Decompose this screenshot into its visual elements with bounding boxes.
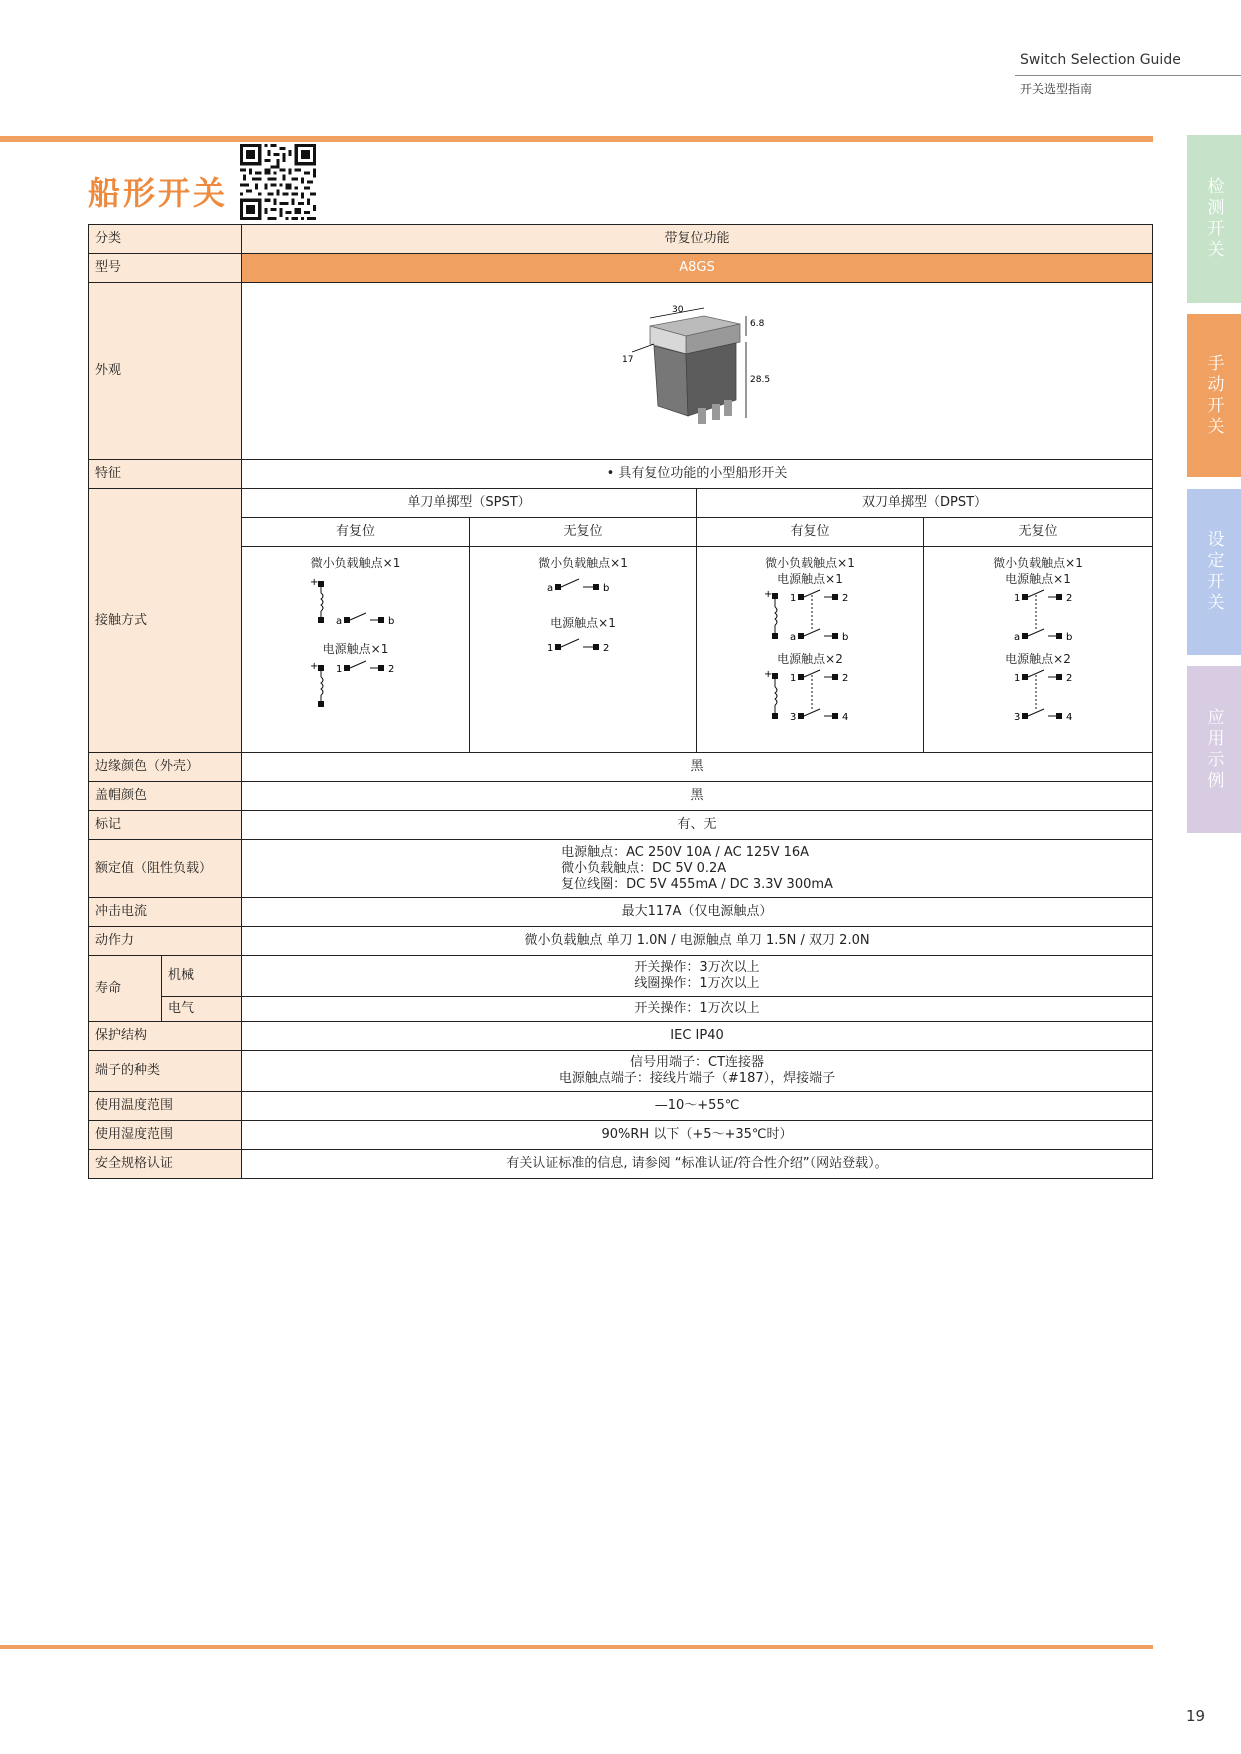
- marking-label: 标记: [89, 811, 242, 840]
- power-contact-label: 电源触点×1: [777, 572, 843, 586]
- life-label: 寿命: [89, 956, 162, 1022]
- rating-line-3: 复位线圈：DC 5V 455mA / DC 3.3V 300mA: [561, 876, 833, 892]
- plus-sign: +: [309, 577, 318, 588]
- diagram-spst-with-reset: [242, 547, 470, 753]
- life-elec-value: 开关操作：1万次以上: [242, 997, 1153, 1022]
- term-2: 2: [1066, 593, 1073, 604]
- row-humidity: [89, 1121, 1153, 1150]
- micro-contact-label: 微小负载触点×1: [538, 556, 628, 570]
- inrush-label: 冲击电流: [89, 898, 242, 927]
- term-3: 3: [790, 712, 797, 723]
- appearance-cell: [242, 283, 1153, 460]
- humidity-label: 使用湿度范围: [89, 1121, 242, 1150]
- dpst-with-reset: 有复位: [697, 518, 924, 547]
- category-value: 带复位功能: [242, 225, 1153, 254]
- rating-value: [242, 840, 1153, 898]
- term-b: b: [603, 583, 610, 594]
- row-force: [89, 927, 1153, 956]
- term-a: a: [547, 583, 554, 594]
- dim-depth: 17: [622, 355, 634, 365]
- row-rating: [89, 840, 1153, 898]
- force-value: 微小负载触点 单刀 1.0N / 电源触点 单刀 1.5N / 双刀 2.0N: [242, 927, 1153, 956]
- term-2: 2: [387, 664, 394, 675]
- terminal-line-2: 电源触点端子：接线片端子（#187），焊接端子: [558, 1071, 836, 1086]
- protection-label: 保护结构: [89, 1022, 242, 1051]
- term-1: 1: [790, 673, 797, 684]
- power-contact-label: 电源触点×2: [1005, 652, 1071, 666]
- dpst-reset-circuit-1: [750, 587, 870, 651]
- header-divider: [1015, 75, 1241, 76]
- safety-value[interactable]: 有关认证标准的信息, 请参阅 “标准认证/符合性介绍”（网站登载）。: [242, 1150, 1153, 1179]
- bottom-accent-bar: [0, 1645, 1153, 1649]
- rating-line-1: 电源触点：AC 250V 10A / AC 125V 16A: [561, 844, 810, 860]
- category-label: 分类: [89, 225, 242, 254]
- term-b: b: [387, 616, 394, 627]
- micro-circuit: [523, 571, 643, 605]
- spst-without-reset: 无复位: [470, 518, 697, 547]
- row-contact-reset: [89, 518, 1153, 547]
- spec-table: [88, 224, 1153, 1179]
- spst-with-reset: 有复位: [242, 518, 470, 547]
- inrush-value: 最大117A（仅电源触点）: [242, 898, 1153, 927]
- row-features: [89, 460, 1153, 489]
- power-contact-label: 电源触点×1: [322, 642, 389, 656]
- micro-contact-label: 微小负载触点×1: [310, 556, 401, 570]
- row-cap-color: [89, 782, 1153, 811]
- dpst-header: 双刀单掷型（DPST）: [697, 489, 1153, 518]
- power-contact-label: 电源触点×1: [1005, 572, 1071, 586]
- edge-color-value: 黑: [242, 753, 1153, 782]
- term-a: a: [790, 632, 797, 643]
- term-a: a: [335, 616, 342, 627]
- row-temperature: [89, 1092, 1153, 1121]
- header-title-cn: 开关选型指南: [1020, 82, 1093, 96]
- terminal-line-1: 信号用端子：CT连接器: [630, 1055, 765, 1070]
- micro-contact-label: 微小负载触点×1: [765, 556, 855, 570]
- temp-label: 使用温度范围: [89, 1092, 242, 1121]
- features-value: • 具有复位功能的小型船形开关: [242, 460, 1153, 489]
- row-contact-type: [89, 489, 1153, 518]
- page-number: 19: [1186, 1707, 1206, 1725]
- side-tab-setting[interactable]: 设定开关: [1187, 489, 1241, 655]
- spst-header: 单刀单掷型（SPST）: [242, 489, 697, 518]
- terminal-value: [242, 1051, 1153, 1092]
- term-1: 1: [1014, 673, 1021, 684]
- row-inrush: [89, 898, 1153, 927]
- side-tab-manual[interactable]: 手动开关: [1187, 314, 1241, 477]
- power-contact-label: 电源触点×1: [550, 616, 616, 630]
- row-model: [89, 254, 1153, 283]
- row-contact-diagrams: [89, 547, 1153, 753]
- dim-cap-height: 6.8: [750, 319, 765, 329]
- term-a: a: [1014, 632, 1021, 643]
- row-edge-color: [89, 753, 1153, 782]
- dpst-circuit-2: [978, 667, 1098, 731]
- cap-color-value: 黑: [242, 782, 1153, 811]
- diagram-spst-without-reset: [470, 547, 697, 753]
- life-elec-label: 电气: [162, 997, 242, 1022]
- term-2: 2: [1066, 673, 1073, 684]
- term-2: 2: [603, 643, 610, 654]
- term-b: b: [842, 632, 849, 643]
- life-mech-label: 机械: [162, 956, 242, 997]
- edge-color-label: 边缘颜色（外壳）: [89, 753, 242, 782]
- plus-sign: +: [309, 661, 318, 672]
- term-2: 2: [842, 593, 849, 604]
- term-b: b: [1066, 632, 1073, 643]
- row-terminal: [89, 1051, 1153, 1092]
- row-category: [89, 225, 1153, 254]
- diagram-dpst-with-reset: [697, 547, 924, 753]
- dim-width: 30: [672, 305, 684, 315]
- protection-value: IEC IP40: [242, 1022, 1153, 1051]
- header-title-en: Switch Selection Guide: [1020, 52, 1181, 68]
- term-2: 2: [842, 673, 849, 684]
- appearance-label: 外观: [89, 283, 242, 460]
- row-life-mech: [89, 956, 1153, 997]
- side-tab-detection[interactable]: 检测开关: [1187, 135, 1241, 303]
- humidity-value: 90%RH 以下（+5～+35℃时）: [242, 1121, 1153, 1150]
- row-protection: [89, 1022, 1153, 1051]
- switch-image: [612, 296, 782, 446]
- power-reset-circuit: [296, 657, 416, 717]
- life-mech-line-2: 线圈操作：1万次以上: [634, 976, 760, 991]
- rating-line-2: 微小负载触点：DC 5V 0.2A: [561, 860, 727, 876]
- power-circuit: [523, 631, 643, 665]
- dpst-reset-circuit-2: [750, 667, 870, 731]
- diagram-dpst-without-reset: [924, 547, 1153, 753]
- power-contact-label: 电源触点×2: [777, 652, 843, 666]
- term-4: 4: [842, 712, 849, 723]
- term-1: 1: [547, 643, 554, 654]
- life-mech-line-1: 开关操作：3万次以上: [634, 960, 760, 975]
- life-mech-value: [242, 956, 1153, 997]
- term-1: 1: [335, 664, 342, 675]
- side-tab-application[interactable]: 应用示例: [1187, 666, 1241, 833]
- row-appearance: [89, 283, 1153, 460]
- plus-sign: +: [764, 589, 773, 600]
- cap-color-label: 盖帽颜色: [89, 782, 242, 811]
- term-1: 1: [790, 593, 797, 604]
- force-label: 动作力: [89, 927, 242, 956]
- temp-value: —10～+55℃: [242, 1092, 1153, 1121]
- qr-code[interactable]: [240, 144, 316, 220]
- top-accent-bar: [0, 136, 1153, 142]
- terminal-label: 端子的种类: [89, 1051, 242, 1092]
- model-label: 型号: [89, 254, 242, 283]
- safety-label: 安全规格认证: [89, 1150, 242, 1179]
- plus-sign: +: [764, 669, 773, 680]
- dpst-circuit-1: [978, 587, 1098, 651]
- marking-value: 有、无: [242, 811, 1153, 840]
- dim-height: 28.5: [750, 375, 771, 385]
- dpst-without-reset: 无复位: [924, 518, 1153, 547]
- row-safety: [89, 1150, 1153, 1179]
- rating-label: 额定值（阻性负载）: [89, 840, 242, 898]
- features-label: 特征: [89, 460, 242, 489]
- term-4: 4: [1066, 712, 1073, 723]
- micro-contact-label: 微小负载触点×1: [993, 556, 1083, 570]
- term-3: 3: [1014, 712, 1021, 723]
- term-1: 1: [1014, 593, 1021, 604]
- model-value: A8GS: [242, 254, 1153, 283]
- row-marking: [89, 811, 1153, 840]
- row-life-elec: [89, 997, 1153, 1022]
- page-title: 船形开关: [88, 174, 229, 212]
- contact-label: 接触方式: [89, 489, 242, 753]
- micro-reset-circuit: [296, 571, 416, 641]
